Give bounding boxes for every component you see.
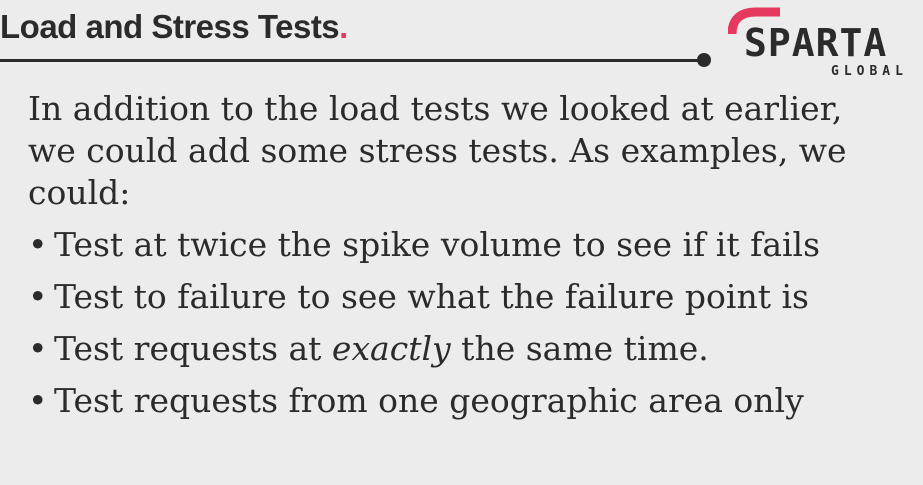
title-accent-dot: . — [339, 8, 348, 45]
bullet-emphasis: exactly — [331, 329, 451, 368]
bullet-item — [28, 224, 918, 266]
logo-subtitle: GLOBAL — [831, 64, 908, 79]
bullet-text-before: Test requests at — [54, 329, 332, 368]
intro-paragraph: In addition to the load tests we looked at earlier, we could add some stress tests. As examples, we could: — [28, 89, 847, 212]
slide-title-text: Load and Stress Tests — [0, 8, 340, 45]
bullet-item — [28, 380, 918, 422]
bullet-text: Test requests from one geographic area only — [54, 381, 804, 420]
bullet-item — [28, 276, 918, 318]
bullet-text-after: the same time. — [450, 329, 709, 368]
sparta-global-logo — [728, 6, 920, 86]
bullet-list — [28, 224, 918, 432]
logo-wordmark: SPARTA — [744, 21, 888, 65]
slide-title — [0, 8, 348, 46]
bullet-text: Test at twice the spike volume to see if it fails — [54, 225, 821, 264]
bullet-item — [28, 328, 918, 370]
bullet-text: Test to failure to see what the failure point is — [54, 277, 809, 316]
title-underline — [0, 59, 700, 62]
title-underline-end-dot — [697, 53, 711, 67]
